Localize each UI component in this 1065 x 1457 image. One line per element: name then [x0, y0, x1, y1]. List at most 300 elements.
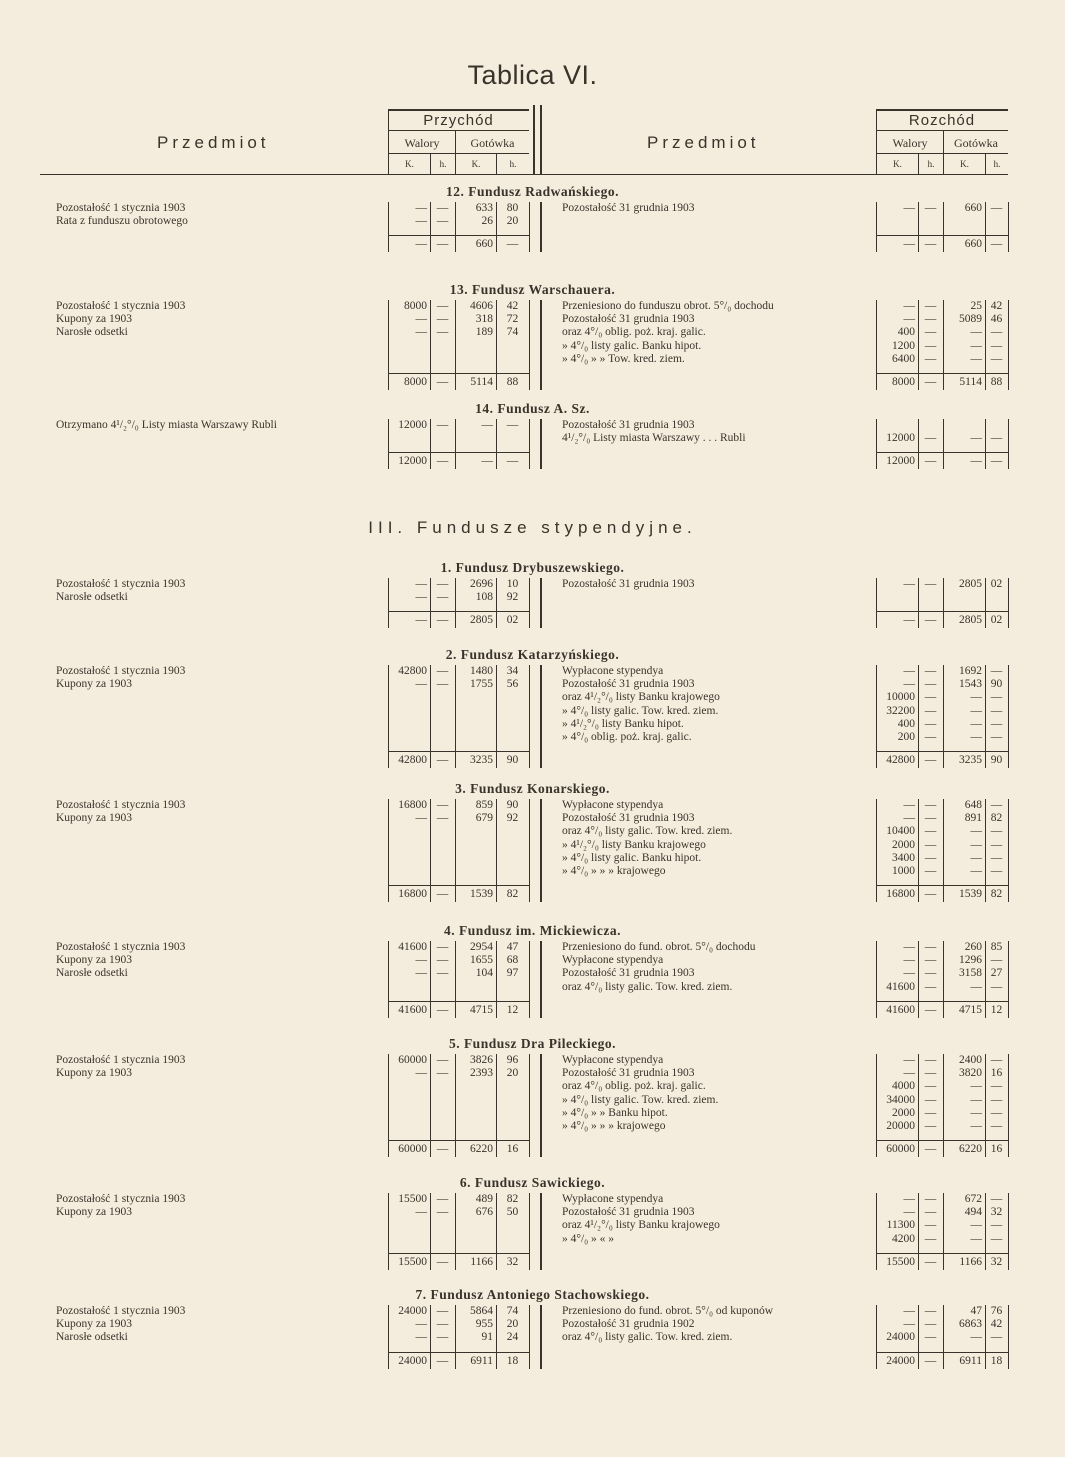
total-walory-h: —: [924, 754, 937, 767]
gotowka-k: —: [970, 825, 982, 838]
gotowka-k: 6863: [959, 1318, 982, 1331]
total-gotowka-h: 82: [506, 888, 519, 901]
row-label: Rata z funduszu obrotowego: [56, 215, 188, 228]
total-walory-h: —: [436, 1143, 449, 1156]
h-header: h.: [439, 159, 447, 169]
gotowka-h: 47: [506, 941, 519, 953]
gotowka-h: 20: [506, 1067, 519, 1080]
gotowka-h: 34: [506, 665, 519, 677]
gotowka-h: 27: [990, 967, 1003, 980]
fund-title: 6. Fundusz Sawickiego.: [459, 1175, 606, 1190]
total-rule: [876, 235, 1008, 236]
row-label: Pozostałość 1 stycznia 1903: [56, 799, 186, 811]
total-gotowka-h: 16: [506, 1143, 519, 1156]
k-header: K.: [471, 159, 481, 169]
walory-k: —: [415, 326, 427, 339]
row-label: Pozostałość 31 grudnia 1903: [562, 578, 695, 590]
gotowka-h: —: [990, 799, 1003, 811]
walory-h: —: [436, 678, 449, 691]
gotowka-h: 02: [990, 578, 1003, 590]
walory-h: —: [436, 313, 449, 326]
gotowka-h: 20: [506, 215, 519, 228]
walory-h: —: [924, 941, 937, 953]
right-przedmiot-header: Przedmiot: [647, 133, 760, 152]
gotowka-h: —: [990, 1232, 1003, 1245]
gotowka-h: 80: [506, 202, 519, 214]
walory-h: —: [924, 717, 937, 730]
center-divider: [540, 799, 542, 902]
walory-h: —: [924, 691, 937, 704]
row-label: Narosłe odsetki: [56, 591, 128, 604]
walory-header-right: Walory: [892, 136, 928, 150]
row-label: Przeniesiono do fund. obrot. 5°/₀ od kuponów: [562, 1305, 774, 1317]
row-label: Narosłe odsetki: [56, 1331, 128, 1344]
walory-k: —: [903, 1054, 915, 1066]
walory-k: 10000: [886, 691, 915, 704]
column-rule: [529, 1054, 530, 1157]
total-rule: [388, 373, 529, 374]
total-walory-h: —: [924, 1255, 937, 1268]
row-label: 4¹/₂°/₀ Listy miasta Warszawy . . . Rubli: [562, 432, 746, 445]
walory-k: —: [903, 678, 915, 691]
total-gotowka-k: 2805: [470, 614, 493, 627]
gotowka-k: 2954: [470, 941, 493, 953]
walory-k: —: [903, 1067, 915, 1080]
gotowka-h: —: [990, 1120, 1003, 1132]
gotowka-h: —: [990, 980, 1003, 993]
walory-h: —: [924, 1193, 937, 1205]
row-label: Otrzymano 4¹/₂°/₀ Listy miasta Warszawy Rubli: [56, 419, 277, 431]
total-walory-k: 42800: [886, 754, 915, 767]
gotowka-k: 1692: [959, 665, 982, 677]
column-rule: [1008, 1193, 1009, 1270]
gotowka-h: 92: [506, 591, 519, 604]
total-walory-k: 42800: [398, 754, 427, 767]
row-label: Kupony za 1903: [56, 1067, 133, 1080]
total-gotowka-k: 660: [475, 238, 493, 251]
total-gotowka-k: 1539: [959, 888, 982, 901]
walory-h: —: [436, 954, 449, 967]
row-label: Pozostałość 31 grudnia 1903: [562, 967, 695, 980]
walory-k: —: [415, 1067, 427, 1080]
total-gotowka-k: 6220: [470, 1143, 493, 1156]
gotowka-k: —: [970, 865, 982, 877]
total-gotowka-k: 3235: [959, 754, 982, 767]
total-walory-k: 41600: [886, 1003, 915, 1016]
column-rule: [1008, 799, 1009, 902]
walory-k: 400: [897, 326, 915, 339]
column-rule: [1008, 1054, 1009, 1157]
row-label: Pozostałość 1 stycznia 1903: [56, 1054, 186, 1066]
gotowka-h: —: [990, 704, 1003, 717]
total-gotowka-h: —: [990, 238, 1003, 251]
gotowka-h: —: [990, 731, 1003, 743]
row-label: oraz 4°/₀ listy galic. Tow. kred. ziem.: [562, 825, 733, 838]
gotowka-h: 68: [506, 954, 519, 967]
gotowka-k: 955: [475, 1318, 493, 1331]
total-rule: [876, 885, 1008, 886]
walory-k: —: [903, 313, 915, 326]
walory-h: —: [436, 1054, 449, 1066]
total-gotowka-k: 5114: [959, 376, 982, 388]
row-label: Pozostałość 31 grudnia 1903: [562, 812, 695, 825]
walory-k: —: [415, 967, 427, 980]
walory-k: —: [415, 678, 427, 691]
walory-h: —: [924, 967, 937, 980]
total-walory-k: 24000: [398, 1354, 427, 1367]
gotowka-h: —: [990, 1080, 1003, 1093]
gotowka-h: —: [990, 865, 1003, 877]
walory-k: —: [903, 300, 915, 312]
gotowka-k: —: [970, 717, 982, 730]
walory-h: —: [436, 578, 449, 590]
walory-h: —: [924, 1331, 937, 1344]
walory-h: —: [924, 1093, 937, 1106]
row-label: » 4¹/₂°/₀ listy Banku hipot.: [562, 717, 684, 730]
column-rule: [1008, 419, 1009, 469]
gotowka-k: —: [970, 432, 982, 445]
row-label: Kupony za 1903: [56, 313, 133, 326]
walory-h: —: [924, 1054, 937, 1066]
center-divider: [540, 578, 542, 628]
row-label: » 4¹/₂°/₀ listy Banku krajowego: [562, 838, 706, 851]
row-label: Wypłacone stypendya: [562, 665, 664, 677]
total-walory-k: 8000: [892, 376, 915, 388]
gotowka-k: —: [970, 851, 982, 864]
fund-title: 7. Fundusz Antoniego Stachowskiego.: [415, 1287, 650, 1302]
total-gotowka-h: 88: [506, 376, 519, 388]
row-label: Narosłe odsetki: [56, 326, 128, 339]
walory-h: —: [924, 1305, 937, 1317]
walory-h: —: [924, 865, 937, 877]
walory-h: —: [436, 215, 449, 228]
row-label: Kupony za 1903: [56, 954, 133, 967]
walory-k: —: [415, 215, 427, 228]
gotowka-h: —: [990, 825, 1003, 838]
gotowka-k: 1655: [470, 954, 493, 967]
walory-k: —: [903, 1193, 915, 1205]
row-label: Pozostałość 1 stycznia 1903: [56, 1305, 186, 1317]
row-label: » 4°/₀ oblig. poż. kraj. galic.: [562, 731, 692, 743]
gotowka-k: —: [970, 1219, 982, 1232]
gotowka-k: 47: [970, 1305, 982, 1317]
gotowka-h: —: [990, 1219, 1003, 1232]
total-gotowka-k: 6911: [470, 1354, 493, 1367]
total-gotowka-h: 82: [990, 888, 1003, 901]
walory-h: —: [436, 326, 449, 339]
total-gotowka-h: —: [990, 455, 1003, 468]
walory-k: 3400: [892, 851, 915, 864]
fund-title: 13. Fundusz Warschauera.: [449, 282, 616, 297]
row-label: Wypłacone stypendya: [562, 954, 664, 967]
gotowka-h: —: [990, 1106, 1003, 1119]
gotowka-k: 1296: [959, 954, 982, 967]
walory-h: —: [924, 980, 937, 993]
total-gotowka-k: —: [481, 455, 493, 468]
walory-k: —: [903, 578, 915, 590]
walory-k: —: [903, 941, 915, 953]
gotowka-k: —: [970, 339, 982, 352]
walory-k: 12000: [886, 432, 915, 445]
walory-h: —: [924, 1067, 937, 1080]
gotowka-h: 96: [506, 1054, 519, 1066]
gotowka-h: 50: [506, 1206, 519, 1219]
walory-h: —: [436, 812, 449, 825]
gotowka-k: —: [970, 1106, 982, 1119]
walory-h: —: [924, 1120, 937, 1132]
total-gotowka-k: 4715: [470, 1003, 493, 1016]
gotowka-k: 2400: [959, 1054, 982, 1066]
row-label: Wypłacone stypendya: [562, 1054, 664, 1066]
k-header: K.: [893, 159, 902, 169]
center-divider: [540, 1054, 542, 1157]
fund-title: 1. Fundusz Drybuszewskiego.: [440, 560, 625, 575]
center-divider: [540, 419, 542, 469]
total-gotowka-k: 4715: [959, 1003, 982, 1016]
gotowka-h: 16: [990, 1067, 1003, 1080]
gotowka-h: —: [990, 954, 1003, 967]
gotowka-k: 2393: [470, 1067, 493, 1080]
walory-k: —: [415, 591, 427, 604]
total-gotowka-k: 1166: [959, 1255, 982, 1268]
gotowka-h: 74: [506, 326, 519, 339]
gotowka-k: 3826: [470, 1054, 493, 1066]
gotowka-h: —: [990, 851, 1003, 864]
total-rule: [388, 235, 529, 236]
total-gotowka-h: 90: [990, 754, 1003, 767]
gotowka-h: —: [990, 838, 1003, 851]
walory-h: —: [924, 1318, 937, 1331]
total-rule: [388, 1140, 529, 1141]
walory-h: —: [924, 1206, 937, 1219]
total-gotowka-h: 90: [506, 754, 519, 767]
gotowka-h: 97: [506, 967, 519, 980]
column-rule: [529, 1305, 530, 1369]
total-rule: [388, 611, 529, 612]
total-gotowka-h: 32: [990, 1255, 1003, 1268]
row-label: Pozostałość 1 stycznia 1903: [56, 941, 186, 953]
total-rule: [876, 1140, 1008, 1141]
walory-k: —: [415, 812, 427, 825]
gotowka-h: 42: [506, 300, 519, 312]
column-rule: [529, 941, 530, 1018]
walory-k: —: [903, 812, 915, 825]
walory-h: —: [436, 799, 449, 811]
column-rule: [529, 419, 530, 469]
walory-h: —: [924, 300, 937, 312]
gotowka-h: 42: [990, 1318, 1003, 1331]
row-label: Pozostałość 1 stycznia 1903: [56, 202, 186, 214]
walory-k: —: [415, 954, 427, 967]
total-walory-k: 41600: [398, 1003, 427, 1016]
walory-h: —: [924, 326, 937, 339]
walory-k: —: [415, 202, 427, 214]
walory-h: —: [924, 352, 937, 365]
gotowka-h: 76: [990, 1305, 1003, 1317]
column-rule: [1008, 1305, 1009, 1369]
walory-h: —: [436, 1067, 449, 1080]
row-label: Wypłacone stypendya: [562, 1193, 664, 1205]
walory-h: —: [924, 678, 937, 691]
walory-k: —: [903, 1305, 915, 1317]
gotowka-k: 1543: [959, 678, 982, 691]
walory-h: —: [924, 432, 937, 445]
walory-h: —: [436, 941, 449, 953]
gotowka-k: 3158: [959, 967, 982, 980]
walory-h: —: [924, 1232, 937, 1245]
total-gotowka-k: 660: [964, 238, 982, 251]
walory-h: —: [924, 851, 937, 864]
gotowka-k: 3820: [959, 1067, 982, 1080]
total-walory-h: —: [436, 455, 449, 468]
row-label: Wypłacone stypendya: [562, 799, 664, 811]
total-rule: [876, 1253, 1008, 1254]
gotowka-k: 648: [964, 799, 982, 811]
total-walory-h: —: [436, 1255, 449, 1268]
gotowka-k: 1480: [470, 665, 493, 677]
walory-k: 41600: [886, 980, 915, 993]
total-rule: [388, 751, 529, 752]
column-rule: [529, 1193, 530, 1270]
walory-k: 41600: [398, 941, 427, 953]
row-label: Pozostałość 31 grudnia 1902: [562, 1318, 695, 1331]
row-label: Pozostałość 31 grudnia 1903: [562, 419, 695, 431]
total-gotowka-k: 2805: [959, 614, 982, 627]
fund-title: 2. Fundusz Katarzyńskiego.: [445, 647, 620, 662]
walory-h: —: [436, 1193, 449, 1205]
total-gotowka-h: 12: [506, 1003, 519, 1016]
total-gotowka-h: 18: [990, 1354, 1003, 1367]
gotowka-k: —: [970, 1120, 982, 1132]
k-header: K.: [405, 159, 414, 169]
gotowka-k: 859: [475, 799, 493, 811]
gotowka-h: 72: [506, 313, 519, 326]
walory-h: —: [436, 665, 449, 677]
gotowka-h: 82: [990, 812, 1003, 825]
gotowka-h: 90: [990, 678, 1003, 691]
gotowka-h: 32: [990, 1206, 1003, 1219]
gotowka-h: —: [990, 665, 1003, 677]
row-label: » 4°/₀ » » » krajowego: [562, 1120, 666, 1132]
walory-k: 6400: [892, 352, 915, 365]
gotowka-k: 318: [475, 313, 493, 326]
row-label: oraz 4¹/₂°/₀ listy Banku krajowego: [562, 1219, 720, 1232]
gotowka-k: 104: [475, 967, 493, 980]
walory-k: 4200: [892, 1232, 915, 1245]
total-gotowka-k: 5114: [470, 376, 493, 388]
walory-h: —: [436, 1318, 449, 1331]
total-walory-k: 15500: [886, 1255, 915, 1268]
total-rule: [388, 885, 529, 886]
row-label: Pozostałość 31 grudnia 1903: [562, 1067, 695, 1080]
total-walory-k: 12000: [886, 455, 915, 468]
total-walory-h: —: [436, 1354, 449, 1367]
gotowka-h: —: [990, 432, 1003, 445]
row-label: Kupony za 1903: [56, 678, 133, 691]
walory-k: 24000: [886, 1331, 915, 1344]
gotowka-h: 90: [506, 799, 519, 811]
gotowka-k: 5089: [959, 313, 982, 326]
total-walory-h: —: [436, 376, 449, 388]
total-rule: [876, 373, 1008, 374]
gotowka-k: 25: [970, 300, 982, 312]
row-label: » 4°/₀ listy galic. Banku hipot.: [562, 339, 702, 352]
gotowka-k: 5864: [470, 1305, 493, 1317]
total-walory-h: —: [924, 376, 937, 388]
walory-k: —: [415, 1331, 427, 1344]
fund-title: 3. Fundusz Konarskiego.: [455, 781, 610, 796]
left-przedmiot-header: Przedmiot: [157, 133, 270, 152]
gotowka-k: 260: [964, 941, 982, 953]
gotowka-h: 24: [506, 1331, 519, 1344]
walory-k: —: [415, 313, 427, 326]
gotowka-h: —: [990, 1093, 1003, 1106]
column-rule: [1008, 578, 1009, 628]
row-label: » 4°/₀ listy galic. Banku hipot.: [562, 851, 702, 864]
total-walory-k: —: [415, 614, 427, 627]
walory-h: —: [924, 954, 937, 967]
fund-title: 14. Fundusz A. Sz.: [475, 401, 590, 416]
total-walory-h: —: [924, 888, 937, 901]
walory-h: —: [924, 339, 937, 352]
k-header: K.: [960, 159, 969, 169]
walory-h: —: [924, 731, 937, 743]
row-label: » 4°/₀ listy galic. Tow. kred. ziem.: [562, 704, 719, 717]
walory-k: 2000: [892, 838, 915, 851]
column-rule: [1008, 665, 1009, 768]
walory-k: —: [903, 1206, 915, 1219]
center-divider: [540, 665, 542, 768]
total-gotowka-k: 6911: [959, 1354, 982, 1367]
total-walory-k: 24000: [886, 1354, 915, 1367]
total-walory-k: 8000: [404, 376, 427, 388]
walory-k: 15500: [398, 1193, 427, 1205]
walory-h: —: [924, 825, 937, 838]
center-divider: [540, 300, 542, 390]
row-label: » 4°/₀ » » Banku hipot.: [562, 1106, 668, 1119]
walory-h: —: [436, 202, 449, 214]
total-gotowka-h: 02: [506, 614, 519, 627]
total-gotowka-h: 16: [990, 1143, 1003, 1156]
gotowka-h: 42: [990, 300, 1003, 312]
total-gotowka-h: 88: [990, 376, 1003, 388]
column-rule: [529, 202, 530, 252]
total-walory-k: 60000: [398, 1143, 427, 1156]
walory-k: 4000: [892, 1080, 915, 1093]
walory-k: 2000: [892, 1106, 915, 1119]
gotowka-k: 660: [964, 202, 982, 214]
total-walory-h: —: [924, 1003, 937, 1016]
row-label: » 4°/₀ » » Tow. kred. ziem.: [562, 352, 685, 365]
total-rule: [876, 611, 1008, 612]
total-rule: [388, 1001, 529, 1002]
walory-k: —: [903, 665, 915, 677]
walory-k: 400: [897, 717, 915, 730]
gotowka-k: —: [970, 731, 982, 743]
page-title: Tablica VI.: [467, 60, 598, 90]
row-label: oraz 4°/₀ listy galic. Tow. kred. ziem.: [562, 980, 733, 993]
column-rule: [529, 578, 530, 628]
walory-h: —: [436, 1206, 449, 1219]
walory-h: —: [924, 665, 937, 677]
total-walory-h: —: [436, 614, 449, 627]
center-divider: [540, 1305, 542, 1369]
row-label: Pozostałość 1 stycznia 1903: [56, 300, 186, 312]
row-label: Pozostałość 1 stycznia 1903: [56, 578, 186, 590]
walory-k: 10400: [886, 825, 915, 838]
gotowka-k: —: [970, 838, 982, 851]
total-walory-h: —: [924, 614, 937, 627]
